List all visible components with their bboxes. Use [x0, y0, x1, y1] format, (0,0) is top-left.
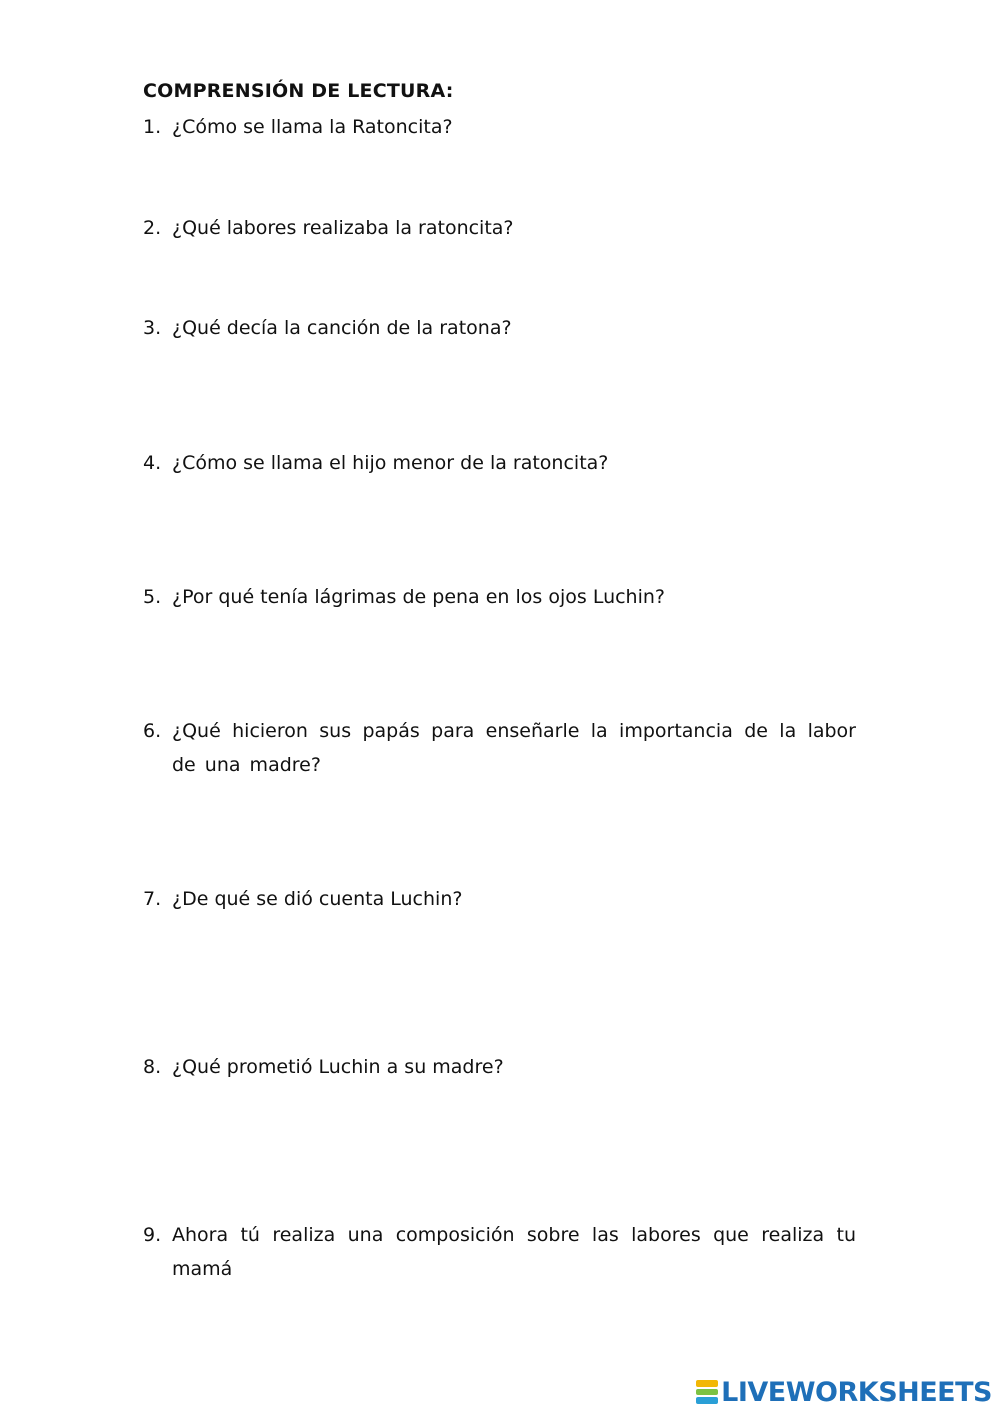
- question-number: 4.: [143, 452, 162, 474]
- question-text: ¿Qué labores realizaba la ratoncita?: [172, 217, 514, 239]
- question-text: ¿Cómo se llama la Ratoncita?: [172, 116, 453, 138]
- question-4: [143, 446, 856, 480]
- question-text: Ahora tú realiza una composición sobre las labores que realiza tu mamá: [172, 1224, 856, 1280]
- question-9: [143, 1218, 856, 1286]
- question-2: [143, 211, 856, 245]
- brand-name: LIVEWORKSHEETS: [721, 1376, 992, 1408]
- question-1: [143, 110, 856, 144]
- question-8: [143, 1050, 856, 1084]
- question-number: 3.: [143, 317, 162, 339]
- mark-bar-icon: [696, 1380, 718, 1387]
- question-6: [143, 714, 856, 782]
- question-3: [143, 311, 856, 345]
- question-number: 2.: [143, 217, 162, 239]
- liveworksheets-mark-icon: [696, 1379, 718, 1405]
- liveworksheets-logo: [696, 1377, 992, 1407]
- question-7: [143, 882, 856, 916]
- mark-bar-icon: [696, 1389, 718, 1396]
- question-number: 1.: [143, 116, 162, 138]
- question-text: ¿De qué se dió cuenta Luchin?: [172, 888, 463, 910]
- question-number: 9.: [143, 1224, 162, 1246]
- question-number: 7.: [143, 888, 162, 910]
- question-number: 6.: [143, 720, 162, 742]
- question-number: 5.: [143, 586, 162, 608]
- question-text: ¿Qué prometió Luchin a su madre?: [172, 1056, 504, 1078]
- page-title: COMPRENSIÓN DE LECTURA:: [143, 80, 454, 102]
- question-text: ¿Qué hicieron sus papás para enseñarle la importancia de la labor de una madre?: [172, 720, 856, 776]
- question-text: ¿Cómo se llama el hijo menor de la ratoncita?: [172, 452, 609, 474]
- mark-bar-icon: [696, 1397, 718, 1404]
- question-text: ¿Qué decía la canción de la ratona?: [172, 317, 512, 339]
- question-number: 8.: [143, 1056, 162, 1078]
- question-5: [143, 580, 856, 614]
- question-text: ¿Por qué tenía lágrimas de pena en los ojos Luchin?: [172, 586, 666, 608]
